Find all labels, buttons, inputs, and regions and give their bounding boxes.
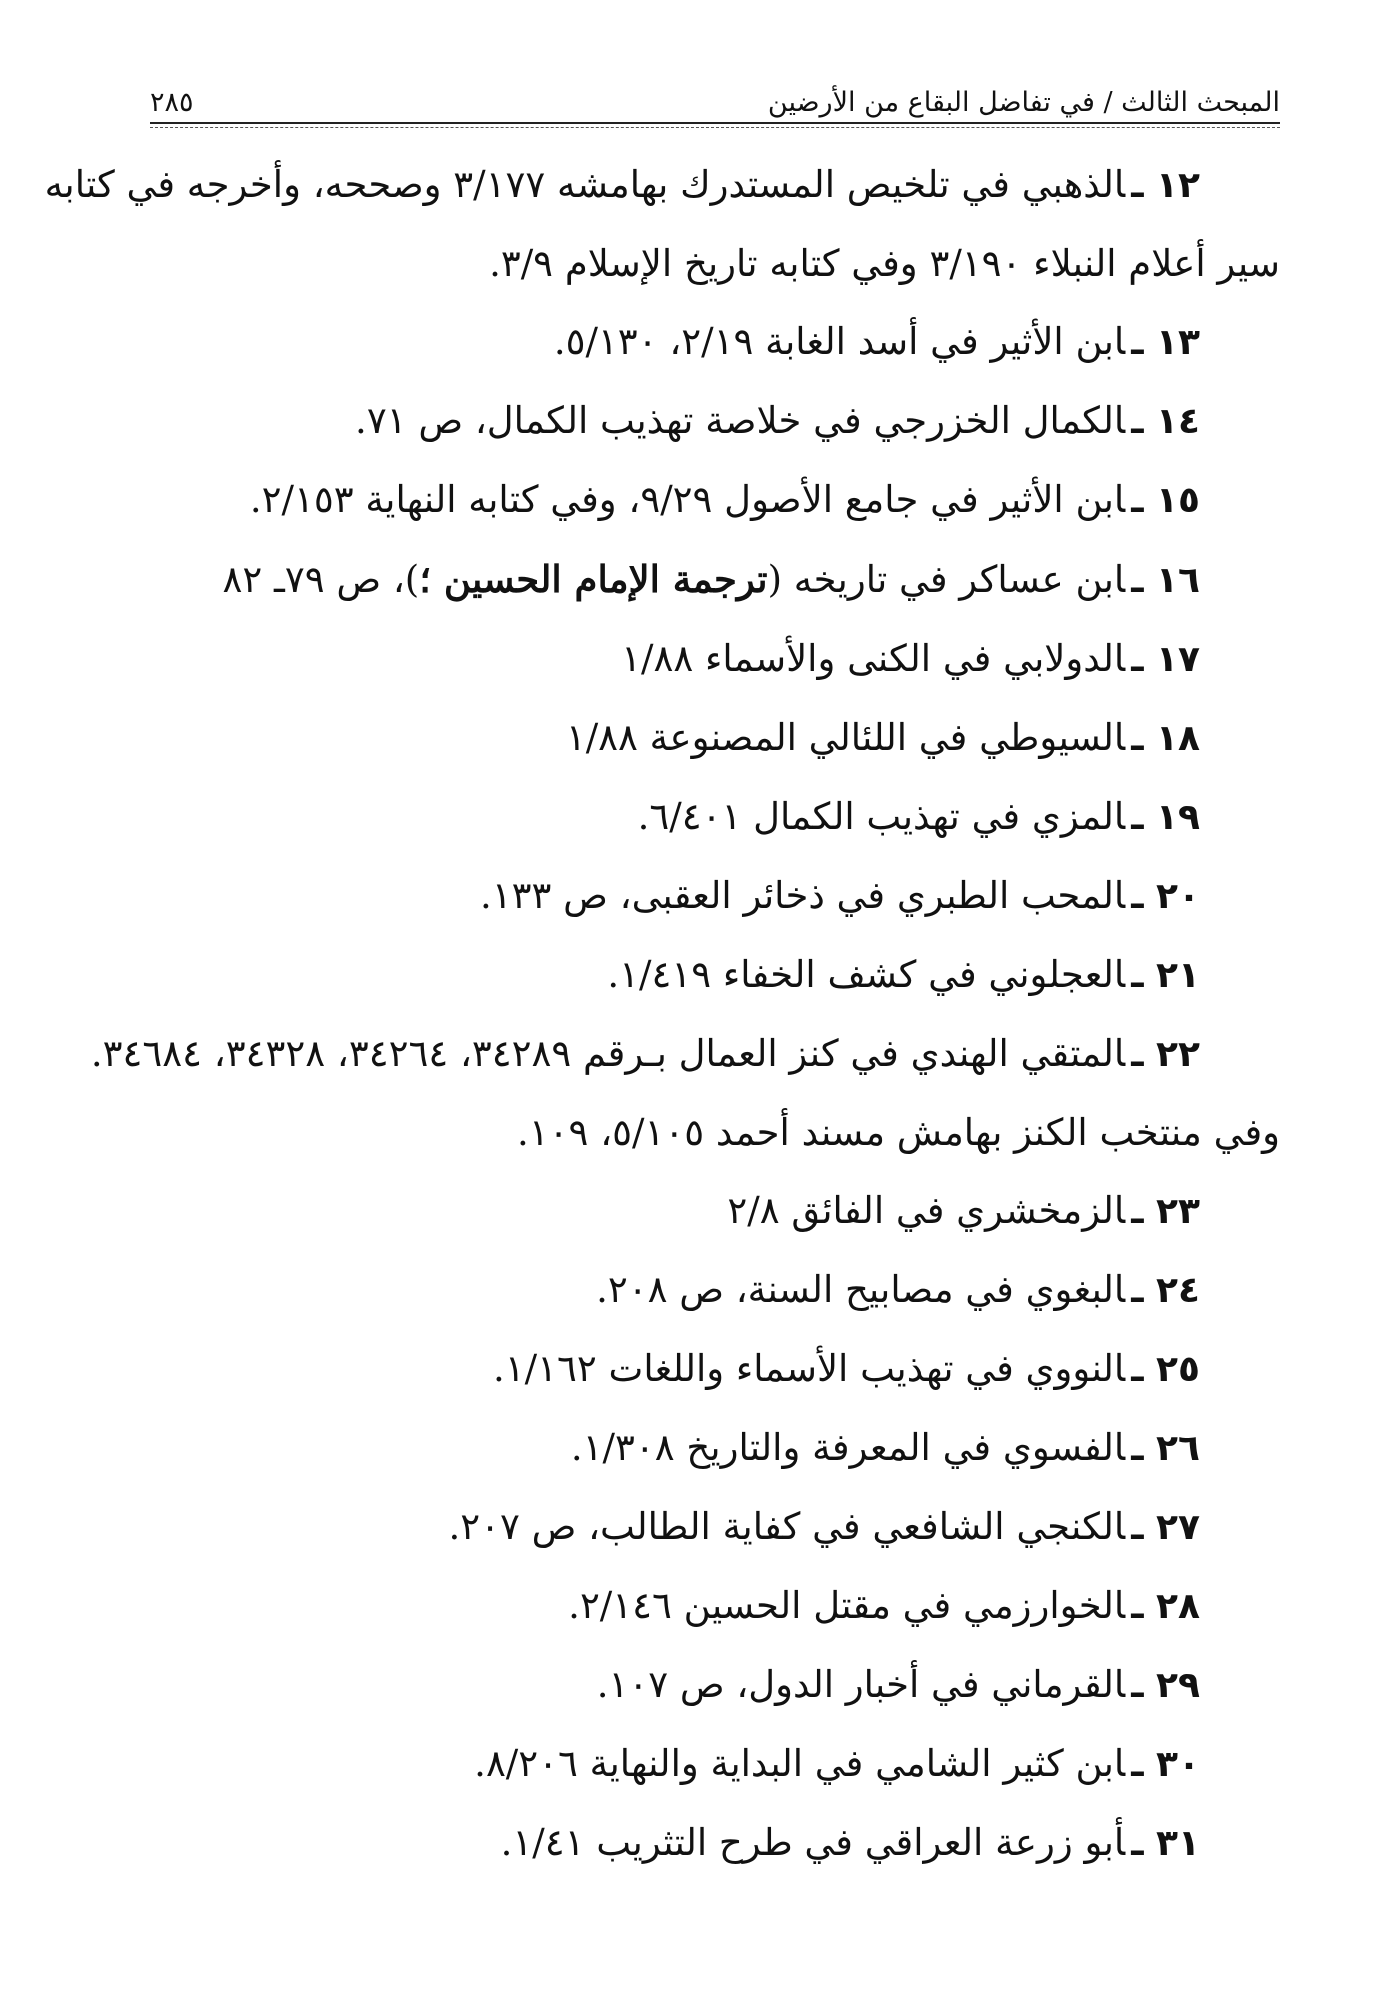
- entry-number: ٢١ ـ: [1131, 955, 1200, 996]
- entry-number: ٢٤ ـ: [1131, 1270, 1200, 1311]
- entry-text: الكمال الخزرجي في خلاصة تهذيب الكمال، ص ٧١.: [355, 399, 1126, 442]
- entry-text: العجلوني في كشف الخفاء ١/٤١٩.: [607, 953, 1126, 996]
- entry-text: ابن الأثير في أسد الغابة ٢/١٩، ٥/١٣٠.: [553, 320, 1126, 363]
- entry-number: ٢٩ ـ: [1131, 1665, 1200, 1706]
- entry-text: الزمخشري في الفائق ٢/٨: [727, 1189, 1126, 1232]
- list-item: [90, 1015, 1280, 1094]
- list-item: [44, 146, 1280, 225]
- list-item: [150, 1646, 1280, 1725]
- list-item: [150, 1804, 1280, 1883]
- entry-text-before: ابن عساكر في تاريخه (: [767, 558, 1126, 601]
- entry-text: وفي منتخب الكنز بهامش مسند أحمد ٥/١٠٥، ١٠٩.: [517, 1111, 1280, 1154]
- entry-number: ٢٦ ـ: [1131, 1428, 1200, 1469]
- entry-text-after: )، ص ٧٩ـ ٨٢: [222, 558, 420, 601]
- entry-number: ١٣ ـ: [1131, 322, 1200, 363]
- entry-text: المتقي الهندي في كنز العمال بـرقم ٣٤٢٨٩، ٣٤٢٦٤، ٣٤٣٢٨، ٣٤٦٨٤.: [90, 1032, 1126, 1075]
- list-item: [150, 1567, 1280, 1646]
- entry-number: ١٤ ـ: [1131, 401, 1200, 442]
- list-item: [150, 225, 1280, 303]
- document-page: [44, 72, 1280, 1883]
- entry-number: ١٩ ـ: [1131, 797, 1200, 838]
- reference-list: [44, 146, 1280, 1883]
- entry-number: ٢٧ ـ: [1131, 1507, 1200, 1548]
- list-item: [150, 1488, 1280, 1567]
- entry-number: ٢٠ ـ: [1131, 876, 1200, 917]
- entry-text: المحب الطبري في ذخائر العقبى، ص ١٣٣.: [479, 874, 1126, 917]
- entry-text: ابن الأثير في جامع الأصول ٩/٢٩، وفي كتابه النهاية ٢/١٥٣.: [249, 478, 1126, 521]
- entry-text: السيوطي في اللئالي المصنوعة ١/٨٨: [565, 716, 1126, 759]
- entry-number: ٣٠ ـ: [1131, 1744, 1200, 1785]
- list-item: [150, 540, 1280, 620]
- list-item: [150, 857, 1280, 936]
- entry-number: ١٨ ـ: [1131, 718, 1200, 759]
- entry-number: ١٦ ـ: [1131, 560, 1200, 601]
- entry-text: الذهبي في تلخيص المستدرك بهامشه ٣/١٧٧ وصححه، وأخرجه في كتابه: [44, 163, 1126, 206]
- list-item: [150, 1094, 1280, 1172]
- header-rule-secondary: [150, 127, 1280, 128]
- entry-number: ٣١ ـ: [1131, 1823, 1200, 1864]
- list-item: [150, 699, 1280, 778]
- running-header: [150, 72, 1280, 122]
- entry-text: الكنجي الشافعي في كفاية الطالب، ص ٢٠٧.: [448, 1505, 1126, 1548]
- entry-text: المزي في تهذيب الكمال ٦/٤٠١.: [637, 795, 1126, 838]
- list-item: [150, 1725, 1280, 1804]
- page-number: ٢٨٥: [150, 87, 194, 118]
- list-item: [150, 461, 1280, 540]
- header-rule: [150, 122, 1280, 124]
- entry-text: الخوارزمي في مقتل الحسين ٢/١٤٦.: [568, 1584, 1126, 1627]
- list-item: [150, 1172, 1280, 1251]
- list-item: [150, 620, 1280, 699]
- entry-number: ٢٨ ـ: [1131, 1586, 1200, 1627]
- entry-number: ٢٣ ـ: [1131, 1191, 1200, 1232]
- list-item: [150, 936, 1280, 1015]
- entry-number: ١٥ ـ: [1131, 480, 1200, 521]
- entry-text: سير أعلام النبلاء ٣/١٩٠ وفي كتابه تاريخ الإسلام ٣/٩.: [489, 242, 1280, 285]
- entry-text: القرماني في أخبار الدول، ص ١٠٧.: [596, 1663, 1126, 1706]
- list-item: [150, 382, 1280, 461]
- entry-number: ٢٢ ـ: [1131, 1034, 1200, 1075]
- entry-text: النووي في تهذيب الأسماء واللغات ١/١٦٢.: [493, 1347, 1126, 1390]
- list-item: [150, 1251, 1280, 1330]
- entry-number: ١٢ ـ: [1131, 165, 1200, 206]
- entry-text-bold: ترجمة الإمام الحسين ؛: [419, 557, 768, 601]
- list-item: [150, 1409, 1280, 1488]
- entry-text: الفسوي في المعرفة والتاريخ ١/٣٠٨.: [570, 1426, 1126, 1469]
- entry-text: أبو زرعة العراقي في طرح التثريب ١/٤١.: [500, 1821, 1126, 1864]
- entry-text: الدولابي في الكنى والأسماء ١/٨٨: [621, 637, 1126, 680]
- running-header-title: المبحث الثالث / في تفاضل البقاع من الأرضين: [767, 87, 1280, 118]
- list-item: [150, 778, 1280, 857]
- entry-number: ٢٥ ـ: [1131, 1349, 1200, 1390]
- entry-number: ١٧ ـ: [1131, 639, 1200, 680]
- list-item: [150, 303, 1280, 382]
- entry-text: البغوي في مصابيح السنة، ص ٢٠٨.: [596, 1268, 1126, 1311]
- list-item: [150, 1330, 1280, 1409]
- entry-text: ابن كثير الشامي في البداية والنهاية ٨/٢٠٦.: [474, 1742, 1126, 1785]
